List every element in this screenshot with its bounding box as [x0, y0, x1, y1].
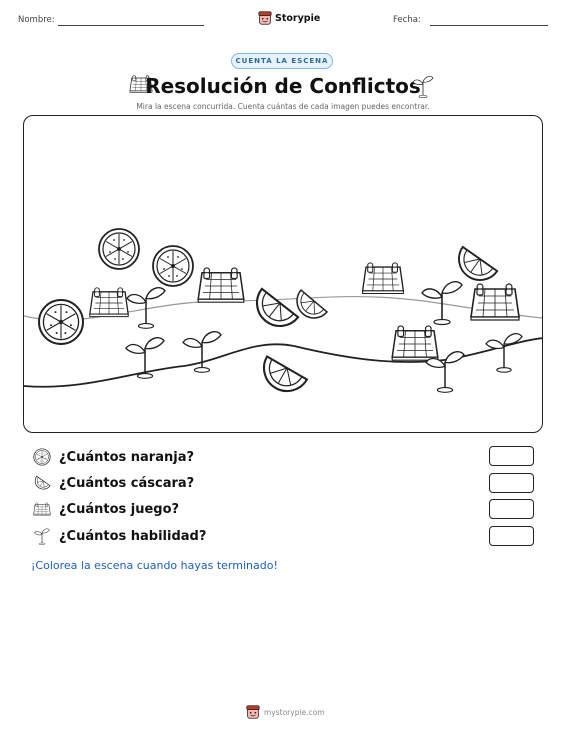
- question-sprout: [33, 527, 206, 545]
- storypie-mascot-icon: [246, 705, 260, 719]
- page-title: Resolución de Conflictos: [145, 74, 421, 98]
- orange-peel-icon: [33, 474, 51, 492]
- section-badge: CUENTA LA ESCENA: [231, 53, 333, 69]
- orange-slice-icon: [39, 300, 83, 344]
- board-game-icon: [363, 263, 404, 294]
- footer-url: mystorypie.com: [264, 707, 325, 717]
- board-game-icon: [33, 500, 51, 518]
- question-text: ¿Cuántos cáscara?: [59, 475, 195, 491]
- footer: [246, 705, 325, 719]
- sprout-icon: [422, 282, 462, 325]
- answer-box-game[interactable]: [489, 499, 534, 519]
- question-peel: [33, 474, 194, 492]
- sprout-icon: [127, 288, 165, 329]
- storypie-mascot-icon: [258, 11, 272, 25]
- question-text: ¿Cuántos juego?: [59, 501, 180, 517]
- question-orange: [33, 448, 194, 466]
- coloring-note: ¡Colorea la escena cuando hayas terminado!: [31, 559, 278, 572]
- answer-box-peel[interactable]: [489, 473, 534, 493]
- orange-slice-icon: [99, 229, 139, 269]
- orange-slice-icon: [33, 448, 51, 466]
- name-field[interactable]: [58, 25, 204, 26]
- answer-box-orange[interactable]: [489, 446, 534, 466]
- scene-panel: [23, 115, 543, 433]
- orange-peel-icon: [256, 357, 307, 400]
- sprout-icon: [183, 332, 221, 373]
- sprout-icon: [411, 74, 435, 98]
- question-game: [33, 500, 179, 518]
- sprout-icon: [33, 527, 51, 545]
- date-label: Fecha:: [393, 15, 421, 25]
- instructions: Mira la escena concurrida. Cuenta cuántas de cada imagen puedes encontrar.: [136, 102, 430, 111]
- orange-peel-icon: [248, 289, 298, 335]
- brand-logo: [258, 11, 320, 25]
- answer-box-sprout[interactable]: [489, 526, 534, 546]
- board-game-icon: [471, 284, 519, 320]
- board-game-icon: [90, 288, 128, 317]
- orange-slice-icon: [153, 246, 193, 286]
- date-field[interactable]: [430, 25, 548, 26]
- scene-illustration: [24, 116, 543, 433]
- question-text: ¿Cuántos naranja?: [59, 449, 195, 465]
- name-label: Nombre:: [18, 15, 55, 25]
- sprout-icon: [486, 334, 522, 372]
- brand-name: Storypie: [275, 12, 321, 24]
- board-game-icon: [198, 268, 244, 302]
- sprout-icon: [126, 338, 164, 379]
- board-game-icon: [392, 326, 438, 360]
- question-text: ¿Cuántos habilidad?: [59, 528, 207, 544]
